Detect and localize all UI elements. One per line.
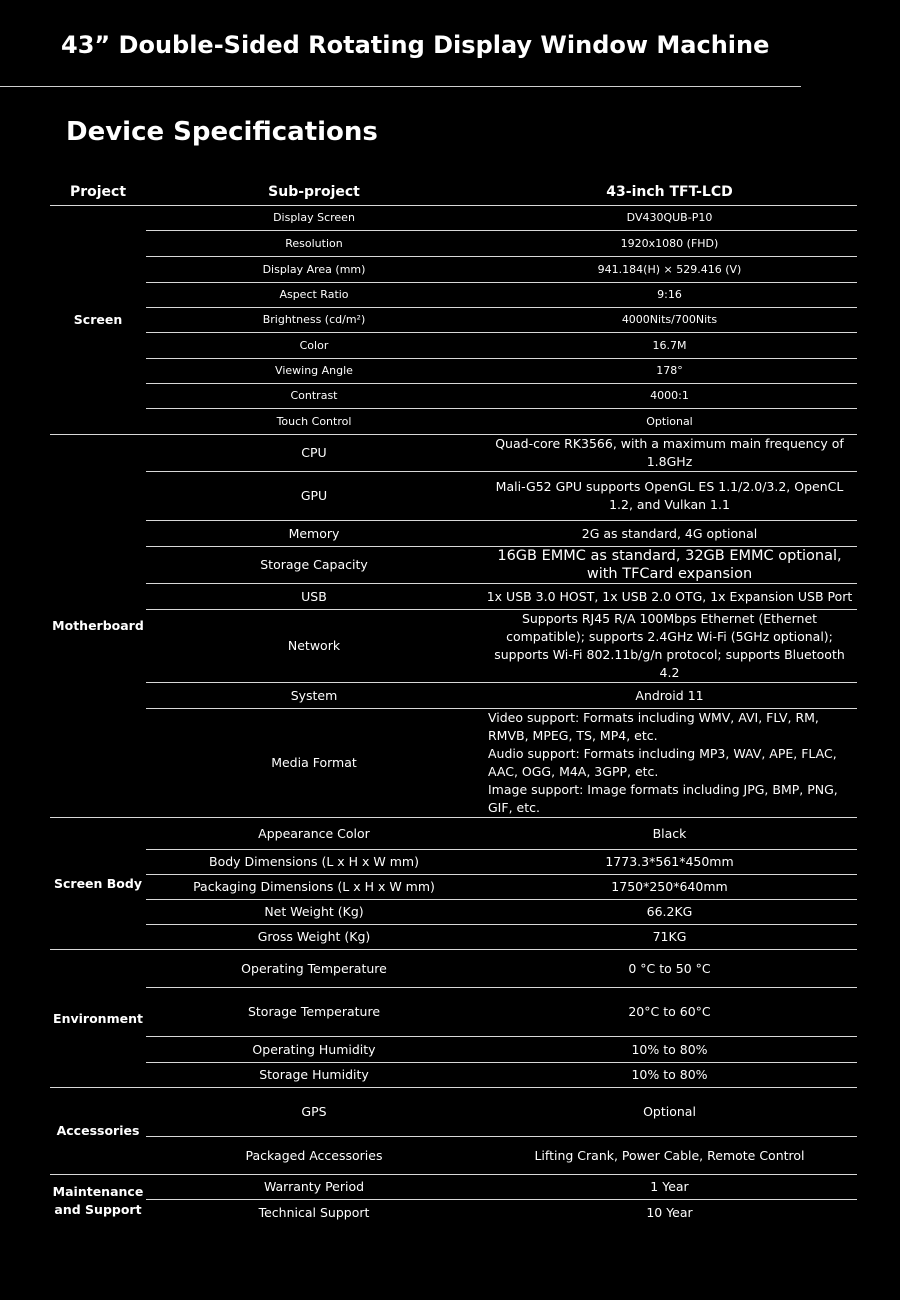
row-value: Black (482, 818, 857, 850)
row-value: 941.184(H) × 529.416 (V) (482, 257, 857, 283)
table-row (50, 308, 857, 333)
table-header-row (50, 178, 857, 206)
title-divider (0, 86, 801, 87)
row-label: Color (146, 333, 482, 359)
row-label: Packaging Dimensions (L x H x W mm) (146, 875, 482, 900)
table-row (50, 231, 857, 257)
table-row (50, 988, 857, 1037)
row-label: USB (146, 584, 482, 610)
row-label: Touch Control (146, 409, 482, 435)
table-row (50, 472, 857, 521)
row-value: 66.2KG (482, 900, 857, 925)
header-sub-project: Sub-project (146, 178, 482, 206)
row-label: Brightness (cd/m²) (146, 308, 482, 333)
row-label: Net Weight (Kg) (146, 900, 482, 925)
row-value: Supports RJ45 R/A 100Mbps Ethernet (Ethernet compatible); supports 2.4GHz Wi-Fi (5GHz optional); supports Wi-Fi 802.11b/g/n protocol; supports Bluetooth 4.2 (482, 610, 857, 683)
row-value: 16.7M (482, 333, 857, 359)
row-label: Network (146, 610, 482, 683)
row-label: Packaged Accessories (146, 1137, 482, 1175)
table-row (50, 1200, 857, 1227)
row-value: 1750*250*640mm (482, 875, 857, 900)
table-row (50, 384, 857, 409)
row-label: Storage Humidity (146, 1063, 482, 1088)
media-video-line: Video support: Formats including WMV, AVI, FLV, RM, RMVB, MPEG, TS, MP4, etc. (488, 710, 819, 743)
row-label: Display Screen (146, 206, 482, 231)
group-label-screen-body: Screen Body (50, 818, 146, 950)
table-row (50, 610, 857, 683)
row-value: Android 11 (482, 683, 857, 709)
row-value: 71KG (482, 925, 857, 950)
group-label-accessories: Accessories (50, 1088, 146, 1175)
row-value (482, 709, 857, 818)
row-value: 178° (482, 359, 857, 384)
table-row (50, 1037, 857, 1063)
table-row (50, 206, 857, 231)
table-row (50, 521, 857, 547)
row-label: Viewing Angle (146, 359, 482, 384)
row-label: Technical Support (258, 1205, 370, 1221)
row-label: Body Dimensions (L x H x W mm) (146, 850, 482, 875)
table-row (50, 333, 857, 359)
row-value: 4000:1 (482, 384, 857, 409)
row-label: Display Area (mm) (146, 257, 482, 283)
table-row (50, 1137, 857, 1175)
row-label: System (146, 683, 482, 709)
row-label: Warranty Period (146, 1175, 482, 1200)
media-image-line: Image support: Image formats including JPG, BMP, PNG, GIF, etc. (488, 782, 838, 815)
row-label: Memory (146, 521, 482, 547)
row-value: Optional (482, 409, 857, 435)
table-row (50, 359, 857, 384)
group-label-motherboard: Motherboard (50, 435, 146, 818)
row-label: Operating Humidity (146, 1037, 482, 1063)
row-label: Gross Weight (Kg) (146, 925, 482, 950)
row-value: 1773.3*561*450mm (482, 850, 857, 875)
table-row (50, 409, 857, 435)
table-row (50, 925, 857, 950)
header-project: Project (50, 178, 146, 206)
row-value: 0 °C to 50 °C (482, 950, 857, 988)
table-row (50, 709, 857, 818)
row-value: 20°C to 60°C (482, 988, 857, 1037)
spec-table (50, 178, 857, 1227)
row-value: 9:16 (482, 283, 857, 308)
row-value: 16GB EMMC as standard, 32GB EMMC optional, with TFCard expansion (482, 547, 857, 584)
table-row (50, 818, 857, 850)
table-row (50, 283, 857, 308)
table-row (50, 257, 857, 283)
row-value: 10% to 80% (482, 1063, 857, 1088)
row-value: 4000Nits/700Nits (482, 308, 857, 333)
media-audio-line: Audio support: Formats including MP3, WAV, APE, FLAC, AAC, OGG, M4A, 3GPP, etc. (488, 746, 837, 779)
table-row (50, 850, 857, 875)
row-label: Contrast (146, 384, 482, 409)
row-value: Optional (482, 1088, 857, 1137)
row-value: 1 Year (482, 1175, 857, 1200)
table-row (50, 435, 857, 472)
row-label: Storage Capacity (146, 547, 482, 584)
table-row (50, 900, 857, 925)
row-label: Storage Temperature (146, 988, 482, 1037)
row-value: 10 Year (646, 1205, 693, 1221)
row-label: Operating Temperature (146, 950, 482, 988)
table-row (50, 1063, 857, 1088)
group-label-maintenance: Maintenance and Support (52, 1183, 144, 1217)
row-label: Resolution (146, 231, 482, 257)
row-value: Quad-core RK3566, with a maximum main frequency of 1.8GHz (482, 435, 857, 472)
section-title: Device Specifications (66, 117, 378, 147)
document-title: 43” Double-Sided Rotating Display Window Machine (61, 31, 770, 59)
row-label: CPU (146, 435, 482, 472)
table-row (50, 875, 857, 900)
header-value: 43-inch TFT-LCD (482, 178, 857, 206)
table-row (50, 683, 857, 709)
row-label: Aspect Ratio (146, 283, 482, 308)
row-label: GPU (146, 472, 482, 521)
row-value: Lifting Crank, Power Cable, Remote Control (482, 1137, 857, 1175)
group-label-environment: Environment (50, 950, 146, 1088)
table-row (50, 1175, 857, 1200)
table-row (50, 547, 857, 584)
row-label: GPS (146, 1088, 482, 1137)
row-value: Mali-G52 GPU supports OpenGL ES 1.1/2.0/3.2, OpenCL 1.2, and Vulkan 1.1 (482, 472, 857, 521)
row-value: 10% to 80% (482, 1037, 857, 1063)
row-label: Appearance Color (146, 818, 482, 850)
row-value: 1920x1080 (FHD) (482, 231, 857, 257)
table-row (50, 584, 857, 610)
group-label-screen: Screen (50, 206, 146, 435)
table-row (50, 950, 857, 988)
row-value: 1x USB 3.0 HOST, 1x USB 2.0 OTG, 1x Expansion USB Port (482, 584, 857, 610)
row-label: Media Format (146, 709, 482, 818)
row-value: DV430QUB-P10 (482, 206, 857, 231)
row-value: 2G as standard, 4G optional (482, 521, 857, 547)
table-row (50, 1088, 857, 1137)
